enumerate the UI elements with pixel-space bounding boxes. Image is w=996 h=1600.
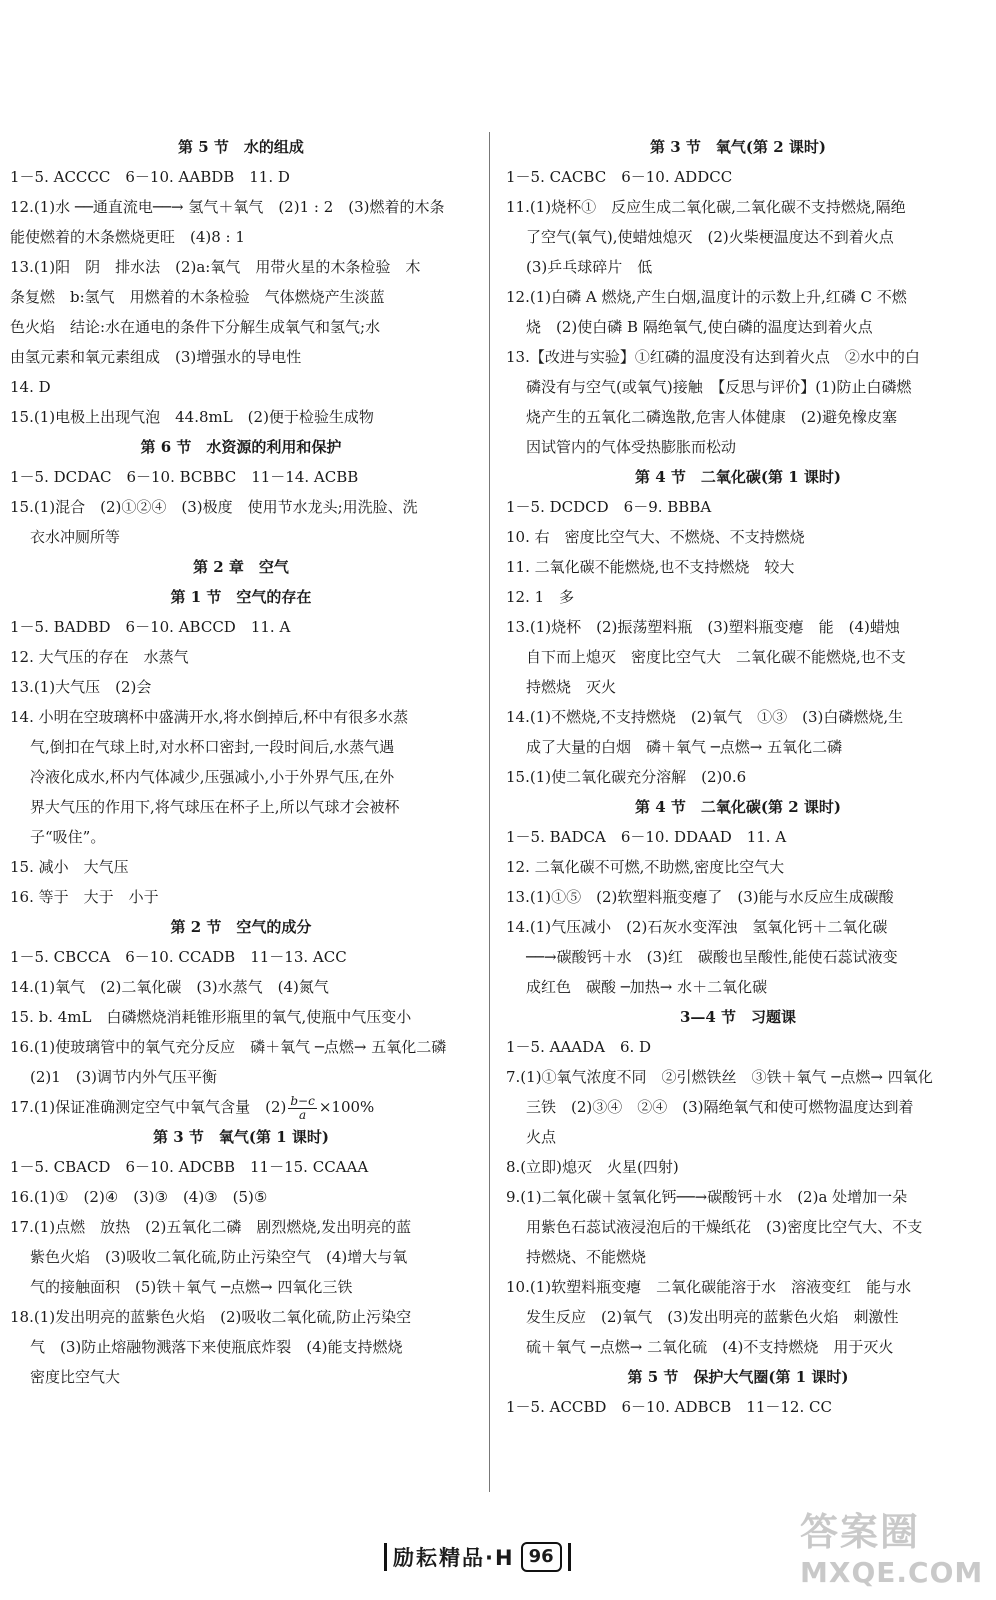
- section-title: 第 3 节 氧气(第 1 课时): [153, 1128, 329, 1146]
- section-title: 第 3 节 氧气(第 2 课时): [650, 138, 826, 156]
- answer-line: 11.(1)烧杯① 反应生成二氧化碳,二氧化碳不支持燃烧,隔绝: [506, 198, 906, 216]
- answer-line: 持燃烧、不能燃烧: [526, 1248, 647, 1266]
- answer-line: 1－5. ACCBD 6－10. ADBCB 11－12. CC: [506, 1398, 832, 1416]
- answer-line: 硫＋氧气 ─点燃→ 二氧化硫 (4)不支持燃烧 用于灭火: [526, 1338, 894, 1356]
- answer-line: (3)乒乓球碎片 低: [526, 258, 653, 276]
- answer-line: 1－5. BADCA 6－10. DDAAD 11. A: [506, 828, 787, 846]
- answer-line: 因试管内的气体受热膨胀而松动: [526, 438, 737, 456]
- answer-line: 1－5. ACCCC 6－10. AABDB 11. D: [10, 168, 290, 186]
- section-title: 第 2 节 空气的成分: [170, 918, 312, 936]
- section-title: 第 1 节 空气的存在: [170, 588, 312, 606]
- answer-line: 16. 等于 大于 小于: [10, 888, 159, 906]
- answer-line: 14.(1)不燃烧,不支持燃烧 (2)氧气 ①③ (3)白磷燃烧,生: [506, 708, 904, 726]
- fraction-numerator: b−c: [290, 1093, 315, 1108]
- left-answer-column: [10, 132, 472, 1392]
- answer-line: 发生反应 (2)氧气 (3)发出明亮的蓝紫色火焰 刺激性: [526, 1308, 899, 1326]
- answer-line: 衣水冲厕所等: [30, 528, 121, 546]
- answer-line: 由氢元素和氧元素组成 (3)增强水的导电性: [10, 348, 302, 366]
- answer-line: 12.(1)白磷 A 燃烧,产生白烟,温度计的示数上升,红磷 C 不燃: [506, 288, 907, 306]
- section-title: 3—4 节 习题课: [679, 1008, 797, 1026]
- answer-line: 17.(1)点燃 放热 (2)五氧化二磷 剧烈燃烧,发出明亮的蓝: [10, 1218, 412, 1236]
- answer-line: 13.(1)大气压 (2)会: [10, 678, 152, 696]
- watermark-logo-text: 答案圈: [800, 1510, 921, 1554]
- answer-line: 13.【改进与实验】①红磷的温度没有达到着火点 ②水中的白: [506, 348, 920, 366]
- page-footer: [378, 1540, 577, 1574]
- answer-line: 12. 二氧化碳不可燃,不助燃,密度比空气大: [506, 858, 785, 876]
- section-title: 第 5 节 水的组成: [178, 138, 304, 156]
- answer-line: 成红色 碳酸 ─加热→ 水＋二氧化碳: [526, 978, 768, 996]
- answer-line: 9.(1)二氧化碳＋氢氧化钙──→碳酸钙＋水 (2)a 处增加一朵: [506, 1188, 908, 1206]
- answer-line: 1－5. BADBD 6－10. ABCCD 11. A: [10, 618, 291, 636]
- answer-line: 火点: [526, 1128, 557, 1146]
- answer-line: 色火焰 结论:水在通电的条件下分解生成氧气和氢气;水: [10, 318, 381, 336]
- footer-brand: 励耘精品·H: [393, 1546, 515, 1570]
- answer-line: (2)1 (3)调节内外气压平衡: [30, 1068, 218, 1086]
- answer-line: 18.(1)发出明亮的蓝紫色火焰 (2)吸收二氧化硫,防止污染空: [10, 1308, 412, 1326]
- answer-line: 15. 减小 大气压: [10, 858, 129, 876]
- answer-line: 磷没有与空气(或氧气)接触 【反思与评价】(1)防止白磷燃: [526, 378, 912, 396]
- answer-line: 12. 1 多: [506, 588, 575, 606]
- answer-line: 14. D: [10, 378, 51, 396]
- answer-line: 界大气压的作用下,将气球压在杯子上,所以气球才会被杯: [30, 798, 400, 816]
- answer-line: 1－5. DCDAC 6－10. BCBBC 11－14. ACBB: [10, 468, 359, 486]
- answer-line: 13.(1)①⑤ (2)软塑料瓶变瘪了 (3)能与水反应生成碳酸: [506, 888, 894, 906]
- answer-line: 15.(1)电极上出现气泡 44.8mL (2)便于检验生成物: [10, 408, 374, 426]
- footer-bar-left: [384, 1543, 387, 1571]
- section-title: 第 4 节 二氧化碳(第 1 课时): [635, 468, 841, 486]
- answer-line: 自下而上熄灭 密度比空气大 二氧化碳不能燃烧,也不支: [526, 648, 906, 666]
- answer-line: 14.(1)氧气 (2)二氧化碳 (3)水蒸气 (4)氮气: [10, 978, 329, 996]
- answer-line: 1－5. DCDCD 6－9. BBBA: [506, 498, 712, 516]
- answer-line: 16.(1)① (2)④ (3)③ (4)③ (5)⑤: [10, 1188, 268, 1206]
- answer-line: 14.(1)气压减小 (2)石灰水变浑浊 氢氧化钙＋二氧化碳: [506, 918, 888, 936]
- section-title: 第 5 节 保护大气圈(第 1 课时): [627, 1368, 849, 1386]
- answer-text: 17.(1)保证准确测定空气中氧气含量 (2): [10, 1098, 287, 1116]
- answer-line: 持燃烧 灭火: [526, 678, 617, 696]
- answer-line: 气的接触面积 (5)铁＋氧气 ─点燃→ 四氧化三铁: [30, 1278, 353, 1296]
- fraction: [288, 1095, 316, 1122]
- site-watermark: [800, 1508, 984, 1598]
- answer-line: 三铁 (2)③④ ②④ (3)隔绝氧气和使可燃物温度达到着: [526, 1098, 914, 1116]
- answer-line: 12. 大气压的存在 水蒸气: [10, 648, 189, 666]
- column-divider: [489, 132, 490, 1492]
- answer-line: 了空气(氧气),使蜡烛熄灭 (2)火柴梗温度达不到着火点: [526, 228, 894, 246]
- answer-line: 用紫色石蕊试液浸泡后的干燥纸花 (3)密度比空气大、不支: [526, 1218, 923, 1236]
- answer-line: 14. 小明在空玻璃杯中盛满开水,将水倒掉后,杯中有很多水蒸: [10, 708, 409, 726]
- answer-line: 7.(1)①氧气浓度不同 ②引燃铁丝 ③铁＋氧气 ─点燃→ 四氧化: [506, 1068, 933, 1086]
- answer-line: [10, 1092, 472, 1122]
- answer-line: 1－5. CACBC 6－10. ADDCC: [506, 168, 733, 186]
- answer-line: ──→碳酸钙＋水 (3)红 碳酸也呈酸性,能使石蕊试液变: [526, 948, 898, 966]
- answer-line: 紫色火焰 (3)吸收二氧化硫,防止污染空气 (4)增大与氧: [30, 1248, 408, 1266]
- page-number: 96: [521, 1542, 562, 1572]
- section-title: 第 6 节 水资源的利用和保护: [140, 438, 342, 456]
- section-title: 第 4 节 二氧化碳(第 2 课时): [635, 798, 841, 816]
- answer-line: 1－5. AAADA 6. D: [506, 1038, 652, 1056]
- answer-line: 烧产生的五氧化二磷逸散,危害人体健康 (2)避免橡皮塞: [526, 408, 898, 426]
- answer-line: 烧 (2)使白磷 B 隔绝氧气,使白磷的温度达到着火点: [526, 318, 873, 336]
- answer-line: 1－5. CBACD 6－10. ADCBB 11－15. CCAAA: [10, 1158, 369, 1176]
- answer-line: 成了大量的白烟 磷＋氧气 ─点燃→ 五氧化二磷: [526, 738, 843, 756]
- answer-line: 15. b. 4mL 白磷燃烧消耗锥形瓶里的氧气,使瓶中气压变小: [10, 1008, 412, 1026]
- answer-line: 10. 右 密度比空气大、不燃烧、不支持燃烧: [506, 528, 805, 546]
- answer-line: 11. 二氧化碳不能燃烧,也不支持燃烧 较大: [506, 558, 795, 576]
- answer-line: 12.(1)水 ──通直流电──→ 氢气＋氧气 (2)1 : 2 (3)燃着的木条: [10, 198, 445, 216]
- right-answer-column: [506, 132, 970, 1422]
- answer-line: 条复燃 b:氢气 用燃着的木条检验 气体燃烧产生淡蓝: [10, 288, 385, 306]
- answer-line: 8.(立即)熄灭 火星(四射): [506, 1158, 679, 1176]
- answer-text: ×100%: [318, 1098, 375, 1116]
- watermark-url: MXQE.COM: [800, 1556, 984, 1589]
- answer-line: 16.(1)使玻璃管中的氧气充分反应 磷＋氧气 ─点燃→ 五氧化二磷: [10, 1038, 447, 1056]
- section-title: 第 2 章 空气: [193, 558, 289, 576]
- answer-line: 气 (3)防止熔融物溅落下来使瓶底炸裂 (4)能支持燃烧: [30, 1338, 403, 1356]
- footer-bar-right: [568, 1543, 571, 1571]
- answer-line: 冷液化成水,杯内气体减少,压强减小,小于外界气压,在外: [30, 768, 395, 786]
- answer-line: 15.(1)使二氧化碳充分溶解 (2)0.6: [506, 768, 747, 786]
- answer-line: 13.(1)烧杯 (2)振荡塑料瓶 (3)塑料瓶变瘪 能 (4)蜡烛: [506, 618, 900, 636]
- answer-line: 密度比空气大: [30, 1368, 121, 1386]
- answer-line: 1－5. CBCCA 6－10. CCADB 11－13. ACC: [10, 948, 347, 966]
- answer-line: 13.(1)阳 阴 排水法 (2)a:氧气 用带火星的木条检验 木: [10, 258, 421, 276]
- answer-line: 15.(1)混合 (2)①②④ (3)极度 使用节水龙头;用洗脸、洗: [10, 498, 418, 516]
- fraction-denominator: a: [299, 1107, 307, 1122]
- answer-line: 10.(1)软塑料瓶变瘪 二氧化碳能溶于水 溶液变红 能与水: [506, 1278, 912, 1296]
- answer-line: 子“吸住”。: [30, 828, 106, 846]
- answer-line: 能使燃着的木条燃烧更旺 (4)8 : 1: [10, 228, 245, 246]
- answer-line: 气,倒扣在气球上时,对水杯口密封,一段时间后,水蒸气遇: [30, 738, 395, 756]
